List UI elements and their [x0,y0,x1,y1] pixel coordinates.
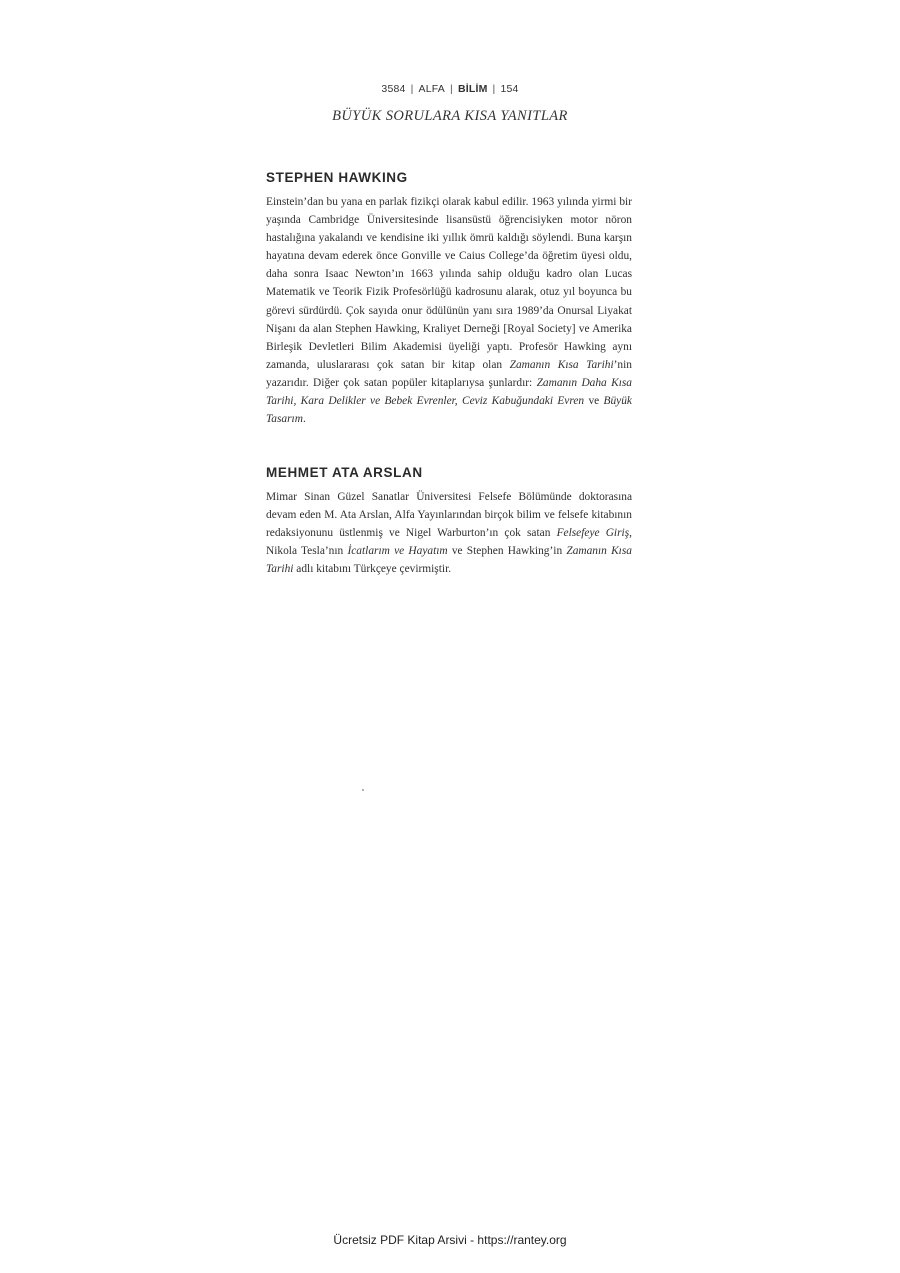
scan-speck [362,789,364,791]
bio-text-run: , Nikola Tesla’nın [266,527,632,558]
author-bio-text [266,193,632,428]
italic-title-text: Zamanın Daha Kısa Tarihi, Kara Delikler ve Bebek Evrenler, Ceviz Kabuğundaki Evren [266,376,633,408]
italic-title-text: İcatlarım ve Hayatım [347,545,448,558]
bio-text-run: ve [584,395,604,408]
italic-title-text: Büyük Tasarım [266,395,632,426]
bio-text-run: ve Stephen Hawking’in [447,545,567,558]
author-bio [266,170,632,428]
translator-bio [266,465,632,578]
bio-text-run: adlı kitabını Türkçeye çevirmiştir. [293,563,452,576]
bio-text-run: ’nin yazarıdır. Diğer çok satan popüler kitaplarıysa şunlardır: [266,358,632,389]
translator-name: MEHMET ATA ARSLAN [266,465,423,480]
footer-source-text: Ücretsiz PDF Kitap Arsivi - https://rantey.org [333,1233,567,1247]
translator-bio-text [266,488,632,578]
separator: | [492,83,496,95]
publisher-name: ALFA [418,83,445,95]
separator: | [450,83,453,95]
series-name: BİLİM [457,83,488,95]
author-name: STEPHEN HAWKING [266,170,408,185]
italic-title-text: Zamanın Kısa Tarihi [509,358,614,371]
series-number: 3584 [381,83,406,95]
bio-text-run: Einstein’dan bu yana en parlak fizikçi olarak kabul edilir. 1963 yılında yirmi bir yaşında Cambridge Üniversitesinde lisansüstü öğrencisiyken motor nöron hastalığına yakalandı ve kendisine iki yıllık ömrü kaldığı söylendi. Buna karşın hayatına devam ederek önce Gonville ve Caius College’da öğretim üyesi oldu, daha sonra Isaac Newton’ın 1663 yılında sahip olduğu kadro olan Lucas Matematik ve Teorik Fizik Profesörlüğü kadrosunu alarak, otuz yıl boyunca bu görevi sürdürdü. Çok sayıda onur ödülünün yanı sıra 1989’da Onursal Liyakat Nişanı da alan Stephen Hawking, Kraliyet Derneği [Royal Society] ve Amerika Birleşik Devletleri Bilim Akademisi üyeliği yaptı. Profesör Hawking aynı zamanda, uluslararası çok satan bir kitap olan [266,196,632,371]
series-line [0,83,900,95]
book-title: BÜYÜK SORULARA KISA YANITLAR [332,108,568,124]
bio-text-run: Mimar Sinan Güzel Sanatlar Üniversitesi Felsefe Bölümünde doktorasına devam eden M. Ata Arslan, Alfa Yayınlarından birçok bilim ve felsefe kitabının redaksiyonunu üstlenmiş ve Nigel Warburton’ın çok satan [266,491,632,540]
italic-title-text: Zamanın Kısa Tarihi [266,545,632,576]
italic-title-text: Felsefeye Giriş [556,527,630,540]
bio-text-run: . [302,413,306,426]
volume-number: 154 [500,83,519,95]
separator: | [410,83,414,95]
